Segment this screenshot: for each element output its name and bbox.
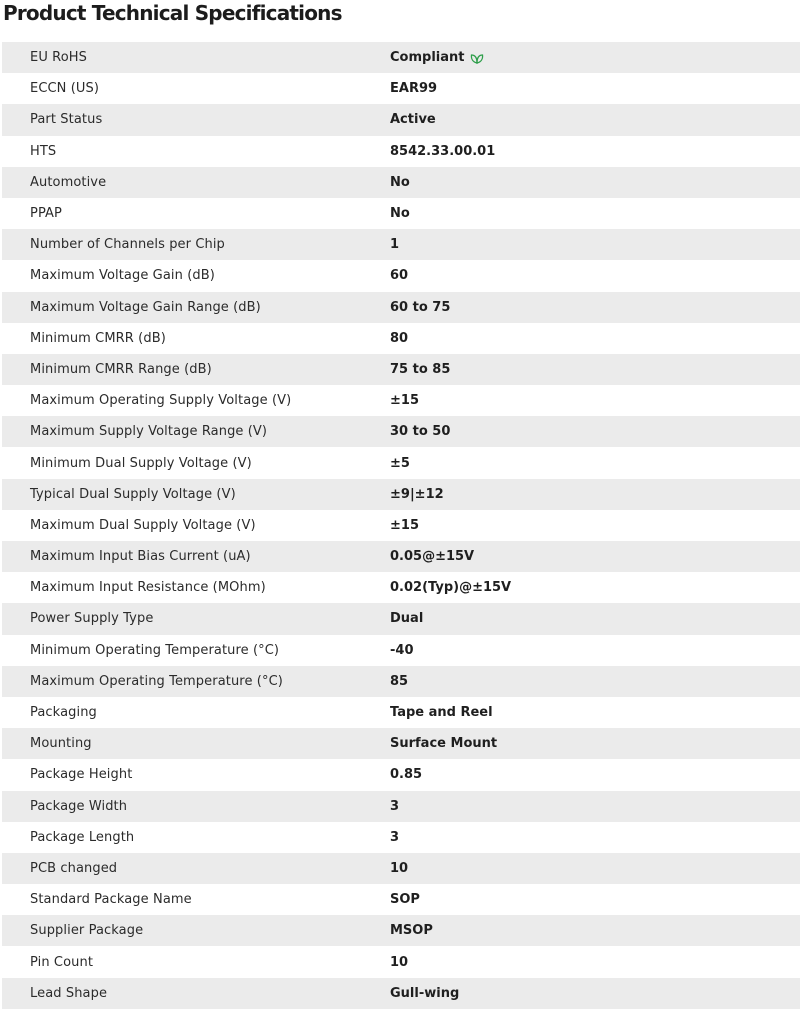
spec-label: Maximum Dual Supply Voltage (V) xyxy=(30,517,256,533)
spec-label: Maximum Supply Voltage Range (V) xyxy=(30,424,268,440)
spec-label: Minimum CMRR (dB) xyxy=(30,330,166,346)
spec-row xyxy=(2,416,800,447)
spec-value: ±15 xyxy=(390,393,419,409)
spec-row xyxy=(2,447,800,478)
spec-value-cell xyxy=(390,268,800,283)
spec-label: Lead Shape xyxy=(30,985,108,1001)
spec-value-cell xyxy=(390,705,800,720)
spec-value-cell xyxy=(390,611,800,626)
spec-row xyxy=(2,541,800,572)
spec-value-cell xyxy=(390,175,800,190)
spec-value: Dual xyxy=(390,611,424,627)
spec-label: Maximum Voltage Gain Range (dB) xyxy=(30,299,261,315)
spec-value-cell xyxy=(390,549,800,564)
spec-value: 0.85 xyxy=(390,767,423,783)
spec-label: Package Width xyxy=(30,798,128,814)
spec-value-cell xyxy=(390,799,800,814)
spec-label: Part Status xyxy=(30,112,103,128)
spec-value: Gull-wing xyxy=(390,985,460,1001)
spec-label: Number of Channels per Chip xyxy=(30,237,225,253)
spec-row xyxy=(2,104,800,135)
spec-value: 3 xyxy=(390,829,400,845)
spec-value-cell xyxy=(390,986,800,1001)
spec-label: Package Height xyxy=(30,767,133,783)
spec-row xyxy=(2,73,800,104)
spec-value: EAR99 xyxy=(390,81,438,97)
spec-value: 80 xyxy=(390,330,409,346)
spec-label: Power Supply Type xyxy=(30,611,154,627)
spec-label: Maximum Operating Temperature (°C) xyxy=(30,673,283,689)
spec-value: 0.05@±15V xyxy=(390,549,475,565)
page-title: Product Technical Specifications xyxy=(3,1,342,25)
spec-label: Typical Dual Supply Voltage (V) xyxy=(30,486,236,502)
spec-label: PPAP xyxy=(30,206,62,222)
spec-value-cell xyxy=(390,393,800,408)
spec-value-cell xyxy=(390,331,800,346)
spec-value: 60 xyxy=(390,268,409,284)
spec-row xyxy=(2,978,800,1009)
spec-value: SOP xyxy=(390,892,420,908)
spec-row xyxy=(2,728,800,759)
spec-label: Package Length xyxy=(30,829,135,845)
rohs-leaf-icon xyxy=(470,52,484,64)
spec-row xyxy=(2,479,800,510)
spec-value: ±9|±12 xyxy=(390,486,444,502)
spec-value-cell xyxy=(390,300,800,315)
spec-row xyxy=(2,198,800,229)
spec-value: Compliant xyxy=(390,50,465,66)
spec-row xyxy=(2,822,800,853)
spec-label: Pin Count xyxy=(30,954,94,970)
spec-label: Minimum Operating Temperature (°C) xyxy=(30,642,280,658)
spec-value: No xyxy=(390,174,410,190)
spec-row xyxy=(2,697,800,728)
spec-label: ECCN (US) xyxy=(30,81,100,97)
spec-value-cell xyxy=(390,518,800,533)
spec-row xyxy=(2,635,800,666)
spec-row xyxy=(2,354,800,385)
spec-label: PCB changed xyxy=(30,860,118,876)
spec-row xyxy=(2,853,800,884)
spec-row xyxy=(2,572,800,603)
spec-value: 0.02(Typ)@±15V xyxy=(390,580,512,596)
spec-value: 30 to 50 xyxy=(390,424,451,440)
spec-row xyxy=(2,229,800,260)
spec-row xyxy=(2,167,800,198)
spec-row xyxy=(2,136,800,167)
spec-value-cell xyxy=(390,206,800,221)
spec-value-cell xyxy=(390,112,800,127)
spec-value-cell xyxy=(390,892,800,907)
spec-value: ±15 xyxy=(390,517,419,533)
spec-value: MSOP xyxy=(390,923,433,939)
spec-value-cell xyxy=(390,923,800,938)
spec-value-cell xyxy=(390,861,800,876)
spec-row xyxy=(2,323,800,354)
spec-value-cell xyxy=(390,830,800,845)
spec-label: Maximum Voltage Gain (dB) xyxy=(30,268,215,284)
spec-row xyxy=(2,260,800,291)
spec-label: Maximum Operating Supply Voltage (V) xyxy=(30,393,292,409)
spec-value-cell xyxy=(390,456,800,471)
spec-value-cell xyxy=(390,736,800,751)
spec-label: Maximum Input Bias Current (uA) xyxy=(30,549,251,565)
spec-label: Minimum Dual Supply Voltage (V) xyxy=(30,455,252,471)
spec-value-cell xyxy=(390,81,800,96)
spec-label: Standard Package Name xyxy=(30,892,192,908)
spec-value-cell xyxy=(390,487,800,502)
spec-label: Packaging xyxy=(30,705,97,721)
spec-value: 10 xyxy=(390,954,409,970)
spec-label: Supplier Package xyxy=(30,923,144,939)
spec-row xyxy=(2,915,800,946)
spec-row xyxy=(2,510,800,541)
spec-value: 75 to 85 xyxy=(390,361,451,377)
spec-value-cell xyxy=(390,955,800,970)
spec-value: 3 xyxy=(390,798,400,814)
spec-row xyxy=(2,42,800,73)
spec-label: Minimum CMRR Range (dB) xyxy=(30,361,212,377)
spec-value: 8542.33.00.01 xyxy=(390,143,496,159)
spec-value-cell xyxy=(390,643,800,658)
spec-label: Automotive xyxy=(30,174,107,190)
spec-row xyxy=(2,791,800,822)
spec-value: 85 xyxy=(390,673,409,689)
spec-value: No xyxy=(390,206,410,222)
spec-table xyxy=(2,42,800,1009)
spec-value: Surface Mount xyxy=(390,736,498,752)
spec-value-cell xyxy=(390,237,800,252)
spec-value-cell xyxy=(390,767,800,782)
spec-label: Maximum Input Resistance (MOhm) xyxy=(30,580,266,596)
spec-value: ±5 xyxy=(390,455,410,471)
spec-value: 1 xyxy=(390,237,400,253)
spec-label: Mounting xyxy=(30,736,92,752)
spec-value-cell xyxy=(390,362,800,377)
spec-row xyxy=(2,759,800,790)
spec-value: 10 xyxy=(390,860,409,876)
spec-value: -40 xyxy=(390,642,414,658)
spec-value-cell xyxy=(390,424,800,439)
spec-row xyxy=(2,385,800,416)
spec-value: Tape and Reel xyxy=(390,705,493,721)
spec-row xyxy=(2,884,800,915)
spec-value: Active xyxy=(390,112,436,128)
spec-value-cell xyxy=(390,580,800,595)
spec-row xyxy=(2,292,800,323)
spec-row xyxy=(2,946,800,977)
spec-label: EU RoHS xyxy=(30,50,87,66)
spec-label: HTS xyxy=(30,143,57,159)
spec-value-cell xyxy=(390,674,800,689)
spec-value: 60 to 75 xyxy=(390,299,451,315)
spec-value-cell xyxy=(390,50,800,65)
spec-value-cell xyxy=(390,144,800,159)
spec-row xyxy=(2,666,800,697)
spec-row xyxy=(2,603,800,634)
